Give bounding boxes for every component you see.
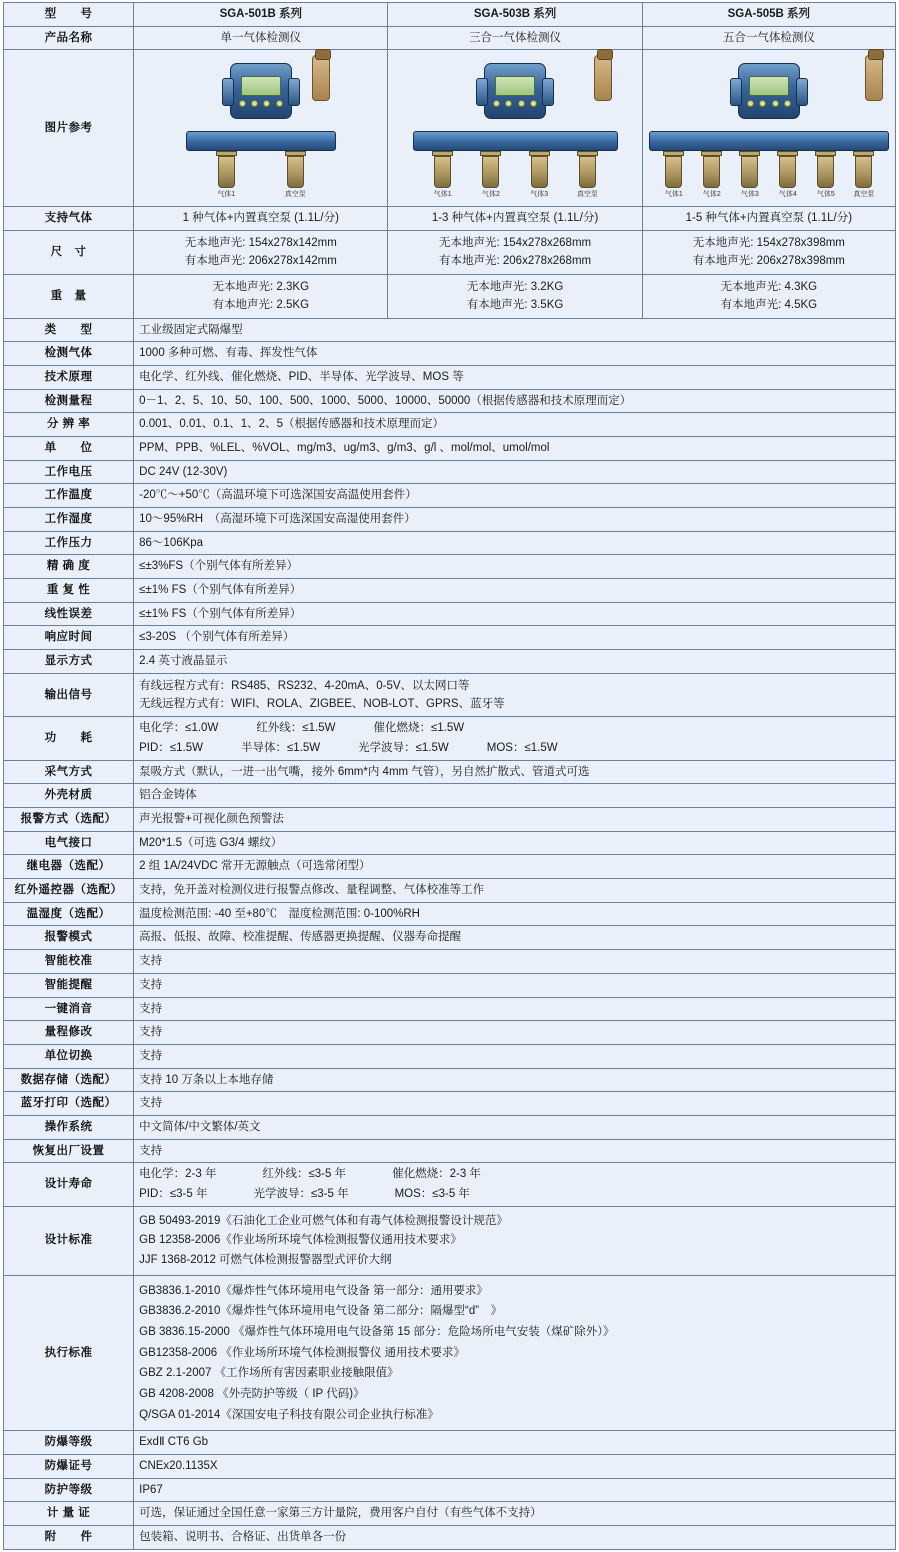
row-label-accuracy: 精 确 度 bbox=[4, 555, 134, 579]
table-row-image-ref bbox=[4, 50, 896, 207]
ex-cert-value: CNEx20.1135X bbox=[134, 1454, 896, 1478]
row-label-bt-print-opt: 蓝牙打印（选配） bbox=[4, 1092, 134, 1116]
power-item-label: 半导体： bbox=[240, 742, 287, 755]
exec-standard-item: GB3836.1-2010《爆炸性气体环境用电气设备 第一部分：通用要求》 bbox=[139, 1284, 489, 1297]
power-item-value: ≤1.5W bbox=[430, 722, 465, 735]
temp-hum-opt-value: 温度检测范围: -40 至+80℃ 湿度检测范围: 0-100%RH bbox=[134, 902, 896, 926]
supported-gas-505b: 1-5 种气体+内置真空泵 (1.1L/分) bbox=[642, 207, 895, 231]
row-label-accessories: 附 件 bbox=[4, 1525, 134, 1549]
row-label-voltage: 工作电压 bbox=[4, 460, 134, 484]
weight-503b bbox=[388, 274, 642, 318]
row-label-product-name: 产品名称 bbox=[4, 26, 134, 50]
life-item-label: 电化学： bbox=[139, 1168, 186, 1181]
product-name-503b: 三合一气体检测仪 bbox=[388, 26, 642, 50]
alarm-mode-value: 高报、低报、故障、校准提醒、传感器更换提醒、仪器寿命提醒 bbox=[134, 926, 896, 950]
table-row-power bbox=[4, 717, 896, 760]
power-item-value: ≤1.5W bbox=[524, 742, 558, 755]
model-501b: SGA-501B 系列 bbox=[134, 3, 388, 27]
port-label: 气体2 bbox=[702, 191, 721, 199]
power-item-label: PID： bbox=[139, 742, 170, 755]
device-ports bbox=[649, 151, 889, 200]
row-label-type: 类 型 bbox=[4, 318, 134, 342]
linear-error-value: ≤±1% FS（个别气体有所差异） bbox=[134, 602, 896, 626]
device-port bbox=[432, 151, 454, 200]
range-modify-value: 支持 bbox=[134, 1021, 896, 1045]
row-label-detect-gas: 检测气体 bbox=[4, 342, 134, 366]
relay-opt-value: 2 组 1A/24VDC 常开无源触点（可选常闭型） bbox=[134, 855, 896, 879]
sampling-value: 泵吸方式（默认，一进一出气嘴，接外 6mm*内 4mm 气管），另自然扩散式、管道式可选 bbox=[134, 760, 896, 784]
temperature-value: -20℃～+50℃（高温环境下可选深国安高温使用套件） bbox=[134, 484, 896, 508]
table-row-model bbox=[4, 3, 896, 27]
power-item-value: ≤1.5W bbox=[415, 742, 449, 755]
size-501b bbox=[134, 231, 388, 275]
row-label-tech-principle: 技术原理 bbox=[4, 365, 134, 389]
device-sensor-cap bbox=[865, 55, 883, 101]
table-row-unit-switch bbox=[4, 1044, 896, 1068]
row-label-remote-opt: 红外遥控器（选配） bbox=[4, 879, 134, 903]
table-row-ex-cert bbox=[4, 1454, 896, 1478]
resolution-value: 0.001、0.01、0.1、1、2、5（根据传感器和技术原理而定） bbox=[134, 413, 896, 437]
device-indicator-leds bbox=[493, 100, 537, 108]
port-label: 气体1 bbox=[664, 191, 683, 199]
weight-with-alarm: 有本地声光: 3.5KG bbox=[466, 299, 564, 312]
table-row-accessories bbox=[4, 1525, 896, 1549]
output-wireless: 无线远程方式有：WIFI、ROLA、ZIGBEE、NOB-LOT、GPRS、蓝牙等 bbox=[139, 698, 505, 711]
design-standard-item: GB 50493-2019《石油化工企业可燃气体和有毒气体检测报警设计规范》 bbox=[139, 1214, 508, 1227]
row-label-design-standard: 设计标准 bbox=[4, 1206, 134, 1275]
device-image-505b bbox=[642, 50, 895, 207]
range-value: 0－1、2、5、10、50、100、500、1000、5000、10000、50000（根据传感器和技术原理而定） bbox=[134, 389, 896, 413]
device-screen bbox=[749, 76, 789, 96]
size-505b bbox=[642, 231, 895, 275]
device-sensor-cap bbox=[594, 55, 612, 101]
device-manifold bbox=[413, 131, 618, 151]
table-row-alarm-mode-opt bbox=[4, 808, 896, 832]
power-item-label: 催化燃烧： bbox=[373, 722, 431, 735]
device-image-501b bbox=[134, 50, 388, 207]
port-label: 气体3 bbox=[530, 191, 549, 199]
weight-505b bbox=[642, 274, 895, 318]
table-row-data-storage-opt bbox=[4, 1068, 896, 1092]
table-row-bt-print-opt bbox=[4, 1092, 896, 1116]
port-label: 真空泵 bbox=[853, 191, 875, 199]
table-row-smart-remind bbox=[4, 973, 896, 997]
row-label-image-ref: 图片参考 bbox=[4, 50, 134, 207]
supported-gas-501b: 1 种气体+内置真空泵 (1.1L/分) bbox=[134, 207, 388, 231]
voltage-value: DC 24V (12-30V) bbox=[134, 460, 896, 484]
table-row-os bbox=[4, 1115, 896, 1139]
table-row-accuracy bbox=[4, 555, 896, 579]
row-label-factory-reset: 恢复出厂设置 bbox=[4, 1139, 134, 1163]
table-row-output bbox=[4, 673, 896, 717]
exec-standard-item: GB12358-2006 《作业场所环境气体检测报警仪 通用技术要求》 bbox=[139, 1346, 466, 1359]
row-label-power: 功 耗 bbox=[4, 717, 134, 760]
exec-standard-item: GB 3836.15-2000 《爆炸性气体环境用电气设备第 15 部分：危险场所电气安装（煤矿除外）》 bbox=[139, 1325, 615, 1338]
life-item-value: ≤3-5 年 bbox=[308, 1168, 347, 1181]
device-ports bbox=[186, 151, 336, 200]
size-503b bbox=[388, 231, 642, 275]
accessories-value: 包装箱、说明书、合格证、出货单各一份 bbox=[134, 1525, 896, 1549]
table-row-electrical bbox=[4, 831, 896, 855]
device-port bbox=[284, 151, 306, 200]
detect-gas-value: 1000 多种可燃、有毒、挥发性气体 bbox=[134, 342, 896, 366]
accuracy-value: ≤±3%FS（个别气体有所差异） bbox=[134, 555, 896, 579]
row-label-size: 尺 寸 bbox=[4, 231, 134, 275]
bt-print-opt-value: 支持 bbox=[134, 1092, 896, 1116]
table-row-resolution bbox=[4, 413, 896, 437]
size-no-alarm: 无本地声光: 154x278x142mm bbox=[184, 237, 337, 250]
row-label-temp-hum-opt: 温湿度（选配） bbox=[4, 902, 134, 926]
power-item-label: 光学波导： bbox=[358, 742, 416, 755]
specification-table bbox=[3, 2, 896, 1550]
product-name-501b: 单一气体检测仪 bbox=[134, 26, 388, 50]
row-label-pressure: 工作压力 bbox=[4, 531, 134, 555]
row-label-sampling: 采气方式 bbox=[4, 760, 134, 784]
size-no-alarm: 无本地声光: 154x278x398mm bbox=[692, 237, 845, 250]
design-standard-item: JJF 1368-2012 可燃气体检测报警器型式评价大纲 bbox=[139, 1253, 392, 1266]
device-port bbox=[739, 151, 761, 200]
pressure-value: 86～106Kpa bbox=[134, 531, 896, 555]
port-label: 真空泵 bbox=[576, 191, 598, 199]
life-item-label: PID： bbox=[139, 1187, 170, 1200]
table-row-repeatability bbox=[4, 578, 896, 602]
table-row-size bbox=[4, 231, 896, 275]
row-label-weight: 重 量 bbox=[4, 274, 134, 318]
table-row-ip-grade bbox=[4, 1478, 896, 1502]
weight-no-alarm: 无本地声光: 2.3KG bbox=[212, 280, 310, 293]
row-label-temperature: 工作温度 bbox=[4, 484, 134, 508]
port-label: 气体3 bbox=[740, 191, 759, 199]
table-row-range bbox=[4, 389, 896, 413]
power-item-value: ≤1.5W bbox=[169, 742, 203, 755]
unit-value: PPM、PPB、%LEL、%VOL、mg/m3、ug/m3、g/m3、g/l 、mol/mol、umol/mol bbox=[134, 436, 896, 460]
device-housing bbox=[230, 63, 292, 119]
power-line-2 bbox=[139, 740, 890, 757]
device-head bbox=[413, 53, 618, 131]
power-line-1 bbox=[139, 720, 890, 737]
one-key-mute-value: 支持 bbox=[134, 997, 896, 1021]
device-port bbox=[701, 151, 723, 200]
output-value bbox=[134, 673, 896, 717]
table-row-range-modify bbox=[4, 1021, 896, 1045]
row-label-exec-standard: 执行标准 bbox=[4, 1275, 134, 1431]
device-ports bbox=[413, 151, 618, 200]
smart-remind-value: 支持 bbox=[134, 973, 896, 997]
power-item-value: ≤1.0W bbox=[185, 722, 219, 735]
tech-principle-value: 电化学、红外线、催化燃烧、PID、半导体、光学波导、MOS 等 bbox=[134, 365, 896, 389]
unit-switch-value: 支持 bbox=[134, 1044, 896, 1068]
port-label: 气体4 bbox=[778, 191, 797, 199]
device-manifold bbox=[186, 131, 336, 151]
table-row-supported-gas bbox=[4, 207, 896, 231]
device-port bbox=[528, 151, 550, 200]
table-row-temp-hum-opt bbox=[4, 902, 896, 926]
table-row-remote-opt bbox=[4, 879, 896, 903]
port-label: 气体5 bbox=[816, 191, 835, 199]
exec-standard-item: Q/SGA 01-2014《深国安电子科技有限公司企业执行标准》 bbox=[139, 1408, 439, 1421]
row-label-alarm-mode-opt: 报警方式（选配） bbox=[4, 808, 134, 832]
model-505b: SGA-505B 系列 bbox=[642, 3, 895, 27]
shell-value: 铝合金铸体 bbox=[134, 784, 896, 808]
row-label-ex-grade: 防爆等级 bbox=[4, 1431, 134, 1455]
life-item-label: 催化燃烧： bbox=[392, 1168, 450, 1181]
design-life-line-2 bbox=[139, 1186, 890, 1203]
table-row-smart-cal bbox=[4, 950, 896, 974]
life-item-value: 2-3 年 bbox=[449, 1168, 481, 1181]
table-row-one-key-mute bbox=[4, 997, 896, 1021]
device-port bbox=[480, 151, 502, 200]
row-label-alarm-mode: 报警模式 bbox=[4, 926, 134, 950]
life-item-value: ≤3-5 年 bbox=[169, 1187, 208, 1200]
device-indicator-leds bbox=[239, 100, 283, 108]
table-row-unit bbox=[4, 436, 896, 460]
device-head bbox=[649, 53, 889, 131]
weight-no-alarm: 无本地声光: 3.2KG bbox=[466, 280, 564, 293]
display-value: 2.4 英寸液晶显示 bbox=[134, 649, 896, 673]
life-item-label: 光学波导： bbox=[253, 1187, 311, 1200]
row-label-smart-cal: 智能校准 bbox=[4, 950, 134, 974]
table-row-humidity bbox=[4, 507, 896, 531]
row-label-ip-grade: 防护等级 bbox=[4, 1478, 134, 1502]
row-label-repeatability: 重 复 性 bbox=[4, 578, 134, 602]
device-port bbox=[663, 151, 685, 200]
port-label: 气体1 bbox=[217, 191, 236, 199]
design-life-line-1 bbox=[139, 1166, 890, 1183]
weight-with-alarm: 有本地声光: 2.5KG bbox=[212, 299, 310, 312]
table-row-design-standard bbox=[4, 1206, 896, 1275]
type-value: 工业级固定式隔爆型 bbox=[134, 318, 896, 342]
table-row-detect-gas bbox=[4, 342, 896, 366]
design-life-value bbox=[134, 1163, 896, 1206]
port-label: 真空泵 bbox=[284, 191, 306, 199]
life-item-label: MOS： bbox=[394, 1187, 433, 1200]
row-label-resolution: 分 辨 率 bbox=[4, 413, 134, 437]
power-item-value: ≤1.5W bbox=[286, 742, 321, 755]
table-row-weight bbox=[4, 274, 896, 318]
table-row-shell bbox=[4, 784, 896, 808]
table-row-exec-standard bbox=[4, 1275, 896, 1431]
repeatability-value: ≤±1% FS（个别气体有所差异） bbox=[134, 578, 896, 602]
size-with-alarm: 有本地声光: 206x278x398mm bbox=[692, 255, 845, 268]
weight-501b bbox=[134, 274, 388, 318]
os-value: 中文简体/中文繁体/英文 bbox=[134, 1115, 896, 1139]
device-housing bbox=[738, 63, 800, 119]
device-indicator-leds bbox=[747, 100, 791, 108]
table-row-linear-error bbox=[4, 602, 896, 626]
table-row-sampling bbox=[4, 760, 896, 784]
life-item-value: ≤3-5 年 bbox=[310, 1187, 349, 1200]
power-item-label: MOS： bbox=[486, 742, 525, 755]
table-row-display bbox=[4, 649, 896, 673]
model-503b: SGA-503B 系列 bbox=[388, 3, 642, 27]
device-screen bbox=[241, 76, 281, 96]
table-row-voltage bbox=[4, 460, 896, 484]
device-port bbox=[576, 151, 598, 200]
ip-grade-value: IP67 bbox=[134, 1478, 896, 1502]
row-label-linear-error: 线性误差 bbox=[4, 602, 134, 626]
output-wired: 有线远程方式有：RS485、RS232、4-20mA、0-5V、以太网口等 bbox=[139, 679, 470, 692]
device-drawing-3-gas bbox=[413, 53, 618, 203]
device-port bbox=[777, 151, 799, 200]
row-label-electrical: 电气接口 bbox=[4, 831, 134, 855]
power-item-label: 红外线： bbox=[256, 722, 303, 735]
table-row-factory-reset bbox=[4, 1139, 896, 1163]
row-label-unit: 单 位 bbox=[4, 436, 134, 460]
table-row-ex-grade bbox=[4, 1431, 896, 1455]
table-row-relay-opt bbox=[4, 855, 896, 879]
life-item-label: 红外线： bbox=[262, 1168, 309, 1181]
port-label: 气体1 bbox=[433, 191, 452, 199]
row-label-display: 显示方式 bbox=[4, 649, 134, 673]
table-row-response-time bbox=[4, 626, 896, 650]
weight-with-alarm: 有本地声光: 4.5KG bbox=[720, 299, 818, 312]
table-row-tech-principle bbox=[4, 365, 896, 389]
device-manifold bbox=[649, 131, 889, 151]
data-storage-opt-value: 支持 10 万条以上本地存储 bbox=[134, 1068, 896, 1092]
device-screen bbox=[495, 76, 535, 96]
row-label-data-storage-opt: 数据存储（选配） bbox=[4, 1068, 134, 1092]
power-item-value: ≤1.5W bbox=[302, 722, 336, 735]
row-label-humidity: 工作湿度 bbox=[4, 507, 134, 531]
size-with-alarm: 有本地声光: 206x278x268mm bbox=[439, 255, 592, 268]
size-no-alarm: 无本地声光: 154x278x268mm bbox=[439, 237, 592, 250]
metering-cert-value: 可选，保证通过全国任意一家第三方计量院，费用客户自付（有些气体不支持） bbox=[134, 1502, 896, 1526]
row-label-one-key-mute: 一键消音 bbox=[4, 997, 134, 1021]
power-value bbox=[134, 717, 896, 760]
supported-gas-503b: 1-3 种气体+内置真空泵 (1.1L/分) bbox=[388, 207, 642, 231]
table-row-product-name bbox=[4, 26, 896, 50]
row-label-design-life: 设计寿命 bbox=[4, 1163, 134, 1206]
exec-standard-item: GB 4208-2008 《外壳防护等级（ IP 代码)》 bbox=[139, 1387, 365, 1400]
design-standard-value bbox=[134, 1206, 896, 1275]
table-row-pressure bbox=[4, 531, 896, 555]
row-label-unit-switch: 单位切换 bbox=[4, 1044, 134, 1068]
table-row-alarm-mode bbox=[4, 926, 896, 950]
power-item-label: 电化学： bbox=[139, 722, 186, 735]
port-label: 气体2 bbox=[481, 191, 500, 199]
row-label-smart-remind: 智能提醒 bbox=[4, 973, 134, 997]
row-label-shell: 外壳材质 bbox=[4, 784, 134, 808]
ex-grade-value: ExdⅡ CT6 Gb bbox=[134, 1431, 896, 1455]
life-item-value: ≤3-5 年 bbox=[432, 1187, 470, 1200]
factory-reset-value: 支持 bbox=[134, 1139, 896, 1163]
device-port bbox=[215, 151, 237, 200]
humidity-value: 10～95%RH （高湿环境下可选深国安高湿使用套件） bbox=[134, 507, 896, 531]
device-drawing-5-gas bbox=[649, 53, 889, 203]
table-row-type bbox=[4, 318, 896, 342]
row-label-response-time: 响应时间 bbox=[4, 626, 134, 650]
table-row-metering-cert bbox=[4, 1502, 896, 1526]
row-label-metering-cert: 计 量 证 bbox=[4, 1502, 134, 1526]
weight-no-alarm: 无本地声光: 4.3KG bbox=[720, 280, 818, 293]
table-row-temperature bbox=[4, 484, 896, 508]
life-item-value: 2-3 年 bbox=[185, 1168, 217, 1181]
exec-standard-item: GB3836.2-2010《爆炸性气体环境用电气设备 第二部分：隔爆型“d” 》 bbox=[139, 1305, 503, 1318]
row-label-os: 操作系统 bbox=[4, 1115, 134, 1139]
smart-cal-value: 支持 bbox=[134, 950, 896, 974]
response-time-value: ≤3-20S （个别气体有所差异） bbox=[134, 626, 896, 650]
device-head bbox=[186, 53, 336, 131]
product-name-505b: 五合一气体检测仪 bbox=[642, 26, 895, 50]
remote-opt-value: 支持，免开盖对检测仪进行报警点修改、量程调整、气体校准等工作 bbox=[134, 879, 896, 903]
size-with-alarm: 有本地声光: 206x278x142mm bbox=[184, 255, 337, 268]
table-row-design-life bbox=[4, 1163, 896, 1206]
row-label-output: 输出信号 bbox=[4, 673, 134, 717]
row-label-range-modify: 量程修改 bbox=[4, 1021, 134, 1045]
device-port bbox=[853, 151, 875, 200]
electrical-value: M20*1.5（可选 G3/4 螺纹） bbox=[134, 831, 896, 855]
row-label-model: 型 号 bbox=[4, 3, 134, 27]
exec-standard-item: GBZ 2.1-2007 《工作场所有害因素职业接触限值》 bbox=[139, 1367, 399, 1380]
device-port bbox=[815, 151, 837, 200]
exec-standard-value bbox=[134, 1275, 896, 1431]
row-label-relay-opt: 继电器（选配） bbox=[4, 855, 134, 879]
row-label-supported-gas: 支持气体 bbox=[4, 207, 134, 231]
row-label-range: 检测量程 bbox=[4, 389, 134, 413]
device-sensor-cap bbox=[312, 55, 330, 101]
device-image-503b bbox=[388, 50, 642, 207]
device-drawing-1-gas bbox=[186, 53, 336, 203]
design-standard-item: GB 12358-2006《作业场所环境气体检测报警仪通用技术要求》 bbox=[139, 1234, 462, 1247]
row-label-ex-cert: 防爆证号 bbox=[4, 1454, 134, 1478]
device-housing bbox=[484, 63, 546, 119]
alarm-mode-opt-value: 声光报警+可视化颜色预警法 bbox=[134, 808, 896, 832]
